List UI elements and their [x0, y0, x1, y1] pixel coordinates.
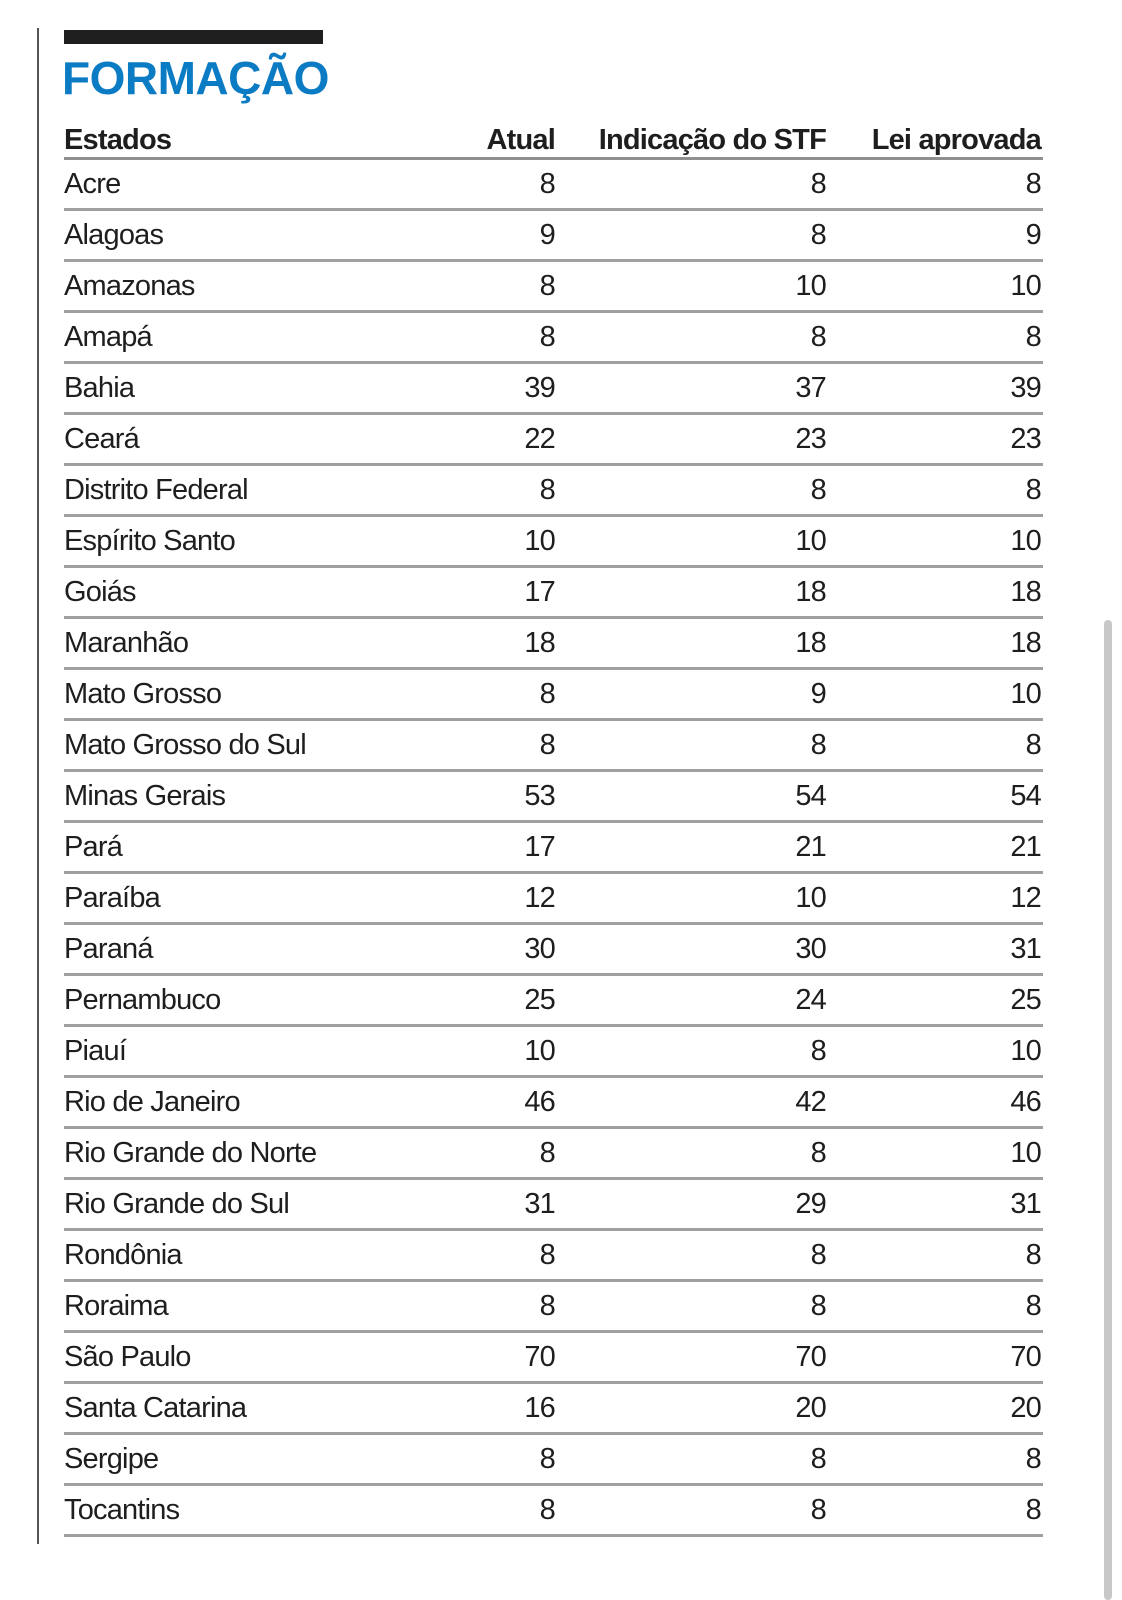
cell-estado: Pernambuco: [64, 975, 334, 1026]
cell-lei-aprovada: 23: [828, 414, 1043, 465]
cell-atual: 8: [334, 1485, 557, 1536]
cell-estado: Piauí: [64, 1026, 334, 1077]
cell-estado: Paraná: [64, 924, 334, 975]
cell-atual: 70: [334, 1332, 557, 1383]
table-row: [64, 414, 1043, 465]
cell-lei-aprovada: 9: [828, 210, 1043, 261]
table-row: [64, 1026, 1043, 1077]
header-atual: Atual: [334, 118, 557, 159]
cell-estado: Acre: [64, 159, 334, 210]
cell-atual: 12: [334, 873, 557, 924]
header-indicacao-stf: Indicação do STF: [557, 118, 828, 159]
cell-indicacao-stf: 8: [557, 1434, 828, 1485]
cell-lei-aprovada: 8: [828, 465, 1043, 516]
cell-atual: 8: [334, 465, 557, 516]
cell-indicacao-stf: 8: [557, 312, 828, 363]
cell-indicacao-stf: 37: [557, 363, 828, 414]
table-row: [64, 516, 1043, 567]
cell-lei-aprovada: 25: [828, 975, 1043, 1026]
cell-lei-aprovada: 10: [828, 1026, 1043, 1077]
cell-indicacao-stf: 30: [557, 924, 828, 975]
cell-atual: 22: [334, 414, 557, 465]
cell-lei-aprovada: 8: [828, 1230, 1043, 1281]
page-title: FORMAÇÃO: [62, 52, 329, 104]
cell-estado: Amazonas: [64, 261, 334, 312]
cell-estado: Bahia: [64, 363, 334, 414]
cell-estado: Goiás: [64, 567, 334, 618]
cell-estado: Alagoas: [64, 210, 334, 261]
cell-estado: Pará: [64, 822, 334, 873]
cell-atual: 8: [334, 1128, 557, 1179]
cell-lei-aprovada: 70: [828, 1332, 1043, 1383]
cell-estado: Distrito Federal: [64, 465, 334, 516]
cell-estado: Rondônia: [64, 1230, 334, 1281]
cell-lei-aprovada: 8: [828, 159, 1043, 210]
cell-estado: Rio de Janeiro: [64, 1077, 334, 1128]
table-row: [64, 261, 1043, 312]
cell-atual: 8: [334, 1281, 557, 1332]
header-lei-aprovada: Lei aprovada: [828, 118, 1043, 159]
header-row: [64, 118, 1043, 159]
cell-atual: 8: [334, 159, 557, 210]
cell-indicacao-stf: 10: [557, 261, 828, 312]
cell-indicacao-stf: 29: [557, 1179, 828, 1230]
cell-atual: 8: [334, 720, 557, 771]
cell-indicacao-stf: 24: [557, 975, 828, 1026]
table-row: [64, 1230, 1043, 1281]
table-row: [64, 210, 1043, 261]
cell-atual: 46: [334, 1077, 557, 1128]
cell-indicacao-stf: 18: [557, 618, 828, 669]
table-row: [64, 771, 1043, 822]
cell-estado: Santa Catarina: [64, 1383, 334, 1434]
cell-atual: 16: [334, 1383, 557, 1434]
cell-indicacao-stf: 23: [557, 414, 828, 465]
cell-atual: 53: [334, 771, 557, 822]
table-row: [64, 159, 1043, 210]
cell-indicacao-stf: 70: [557, 1332, 828, 1383]
cell-indicacao-stf: 8: [557, 210, 828, 261]
table-row: [64, 873, 1043, 924]
table-row: [64, 1332, 1043, 1383]
table-row: [64, 720, 1043, 771]
table-row: [64, 567, 1043, 618]
cell-lei-aprovada: 31: [828, 1179, 1043, 1230]
cell-lei-aprovada: 18: [828, 567, 1043, 618]
cell-lei-aprovada: 31: [828, 924, 1043, 975]
cell-lei-aprovada: 8: [828, 1485, 1043, 1536]
table-row: [64, 363, 1043, 414]
cell-lei-aprovada: 18: [828, 618, 1043, 669]
cell-atual: 8: [334, 312, 557, 363]
table-row: [64, 465, 1043, 516]
cell-indicacao-stf: 8: [557, 465, 828, 516]
cell-atual: 8: [334, 261, 557, 312]
cell-indicacao-stf: 8: [557, 159, 828, 210]
cell-estado: Amapá: [64, 312, 334, 363]
cell-indicacao-stf: 18: [557, 567, 828, 618]
cell-lei-aprovada: 54: [828, 771, 1043, 822]
cell-indicacao-stf: 8: [557, 1128, 828, 1179]
cell-indicacao-stf: 20: [557, 1383, 828, 1434]
table-row: [64, 1077, 1043, 1128]
table-row: [64, 312, 1043, 363]
cell-indicacao-stf: 10: [557, 873, 828, 924]
cell-lei-aprovada: 10: [828, 1128, 1043, 1179]
cell-atual: 10: [334, 1026, 557, 1077]
cell-atual: 10: [334, 516, 557, 567]
left-margin-rule: [37, 28, 39, 1544]
cell-estado: Mato Grosso do Sul: [64, 720, 334, 771]
cell-lei-aprovada: 12: [828, 873, 1043, 924]
cell-estado: Roraima: [64, 1281, 334, 1332]
cell-lei-aprovada: 20: [828, 1383, 1043, 1434]
table-body: [64, 159, 1043, 1536]
seats-table: [64, 118, 1043, 1537]
cell-indicacao-stf: 8: [557, 1230, 828, 1281]
cell-lei-aprovada: 10: [828, 516, 1043, 567]
cell-atual: 39: [334, 363, 557, 414]
cell-atual: 8: [334, 669, 557, 720]
cell-indicacao-stf: 10: [557, 516, 828, 567]
table-row: [64, 1434, 1043, 1485]
cell-indicacao-stf: 8: [557, 1485, 828, 1536]
table-row: [64, 822, 1043, 873]
cell-indicacao-stf: 8: [557, 720, 828, 771]
cell-estado: São Paulo: [64, 1332, 334, 1383]
cell-indicacao-stf: 21: [557, 822, 828, 873]
table-row: [64, 618, 1043, 669]
cell-lei-aprovada: 39: [828, 363, 1043, 414]
table-row: [64, 975, 1043, 1026]
table-row: [64, 924, 1043, 975]
cell-estado: Paraíba: [64, 873, 334, 924]
title-accent-bar: [64, 30, 323, 44]
cell-lei-aprovada: 21: [828, 822, 1043, 873]
scrollbar[interactable]: [1104, 620, 1112, 1600]
cell-estado: Tocantins: [64, 1485, 334, 1536]
cell-atual: 17: [334, 822, 557, 873]
cell-atual: 30: [334, 924, 557, 975]
cell-estado: Mato Grosso: [64, 669, 334, 720]
cell-estado: Maranhão: [64, 618, 334, 669]
table-row: [64, 1128, 1043, 1179]
cell-atual: 18: [334, 618, 557, 669]
table-row: [64, 1179, 1043, 1230]
cell-indicacao-stf: 54: [557, 771, 828, 822]
cell-lei-aprovada: 46: [828, 1077, 1043, 1128]
cell-indicacao-stf: 42: [557, 1077, 828, 1128]
cell-lei-aprovada: 10: [828, 669, 1043, 720]
cell-atual: 25: [334, 975, 557, 1026]
table-row: [64, 1485, 1043, 1536]
header-estados: Estados: [64, 118, 334, 159]
cell-estado: Rio Grande do Sul: [64, 1179, 334, 1230]
table-row: [64, 1383, 1043, 1434]
cell-estado: Ceará: [64, 414, 334, 465]
cell-lei-aprovada: 8: [828, 1281, 1043, 1332]
cell-estado: Sergipe: [64, 1434, 334, 1485]
cell-lei-aprovada: 8: [828, 1434, 1043, 1485]
cell-atual: 9: [334, 210, 557, 261]
table-header: [64, 118, 1043, 159]
cell-indicacao-stf: 8: [557, 1281, 828, 1332]
cell-atual: 31: [334, 1179, 557, 1230]
cell-indicacao-stf: 8: [557, 1026, 828, 1077]
cell-estado: Espírito Santo: [64, 516, 334, 567]
table-row: [64, 1281, 1043, 1332]
cell-lei-aprovada: 8: [828, 312, 1043, 363]
cell-atual: 8: [334, 1230, 557, 1281]
cell-indicacao-stf: 9: [557, 669, 828, 720]
cell-atual: 17: [334, 567, 557, 618]
table-row: [64, 669, 1043, 720]
cell-estado: Minas Gerais: [64, 771, 334, 822]
cell-estado: Rio Grande do Norte: [64, 1128, 334, 1179]
cell-lei-aprovada: 8: [828, 720, 1043, 771]
cell-atual: 8: [334, 1434, 557, 1485]
cell-lei-aprovada: 10: [828, 261, 1043, 312]
